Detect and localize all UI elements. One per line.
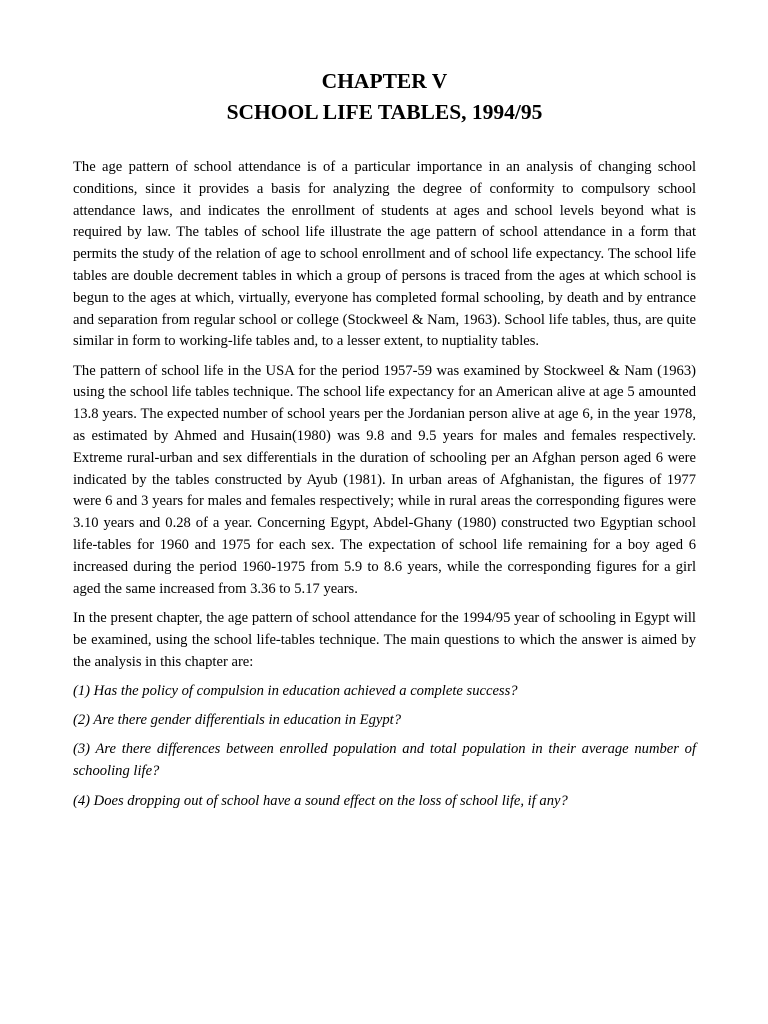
question-2: (2) Are there gender differentials in education in Egypt?: [73, 712, 402, 729]
paragraph-present-chapter: In the present chapter, the age pattern of school attendance for the 1994/95 year of schooling in Egypt will be examined, using the school life-tables technique. The main questions to which the answer is aimed by the analysis in this chapter are:: [73, 609, 696, 670]
chapter-heading: [73, 66, 696, 128]
question-1: (1) Has the policy of compulsion in education achieved a complete success?: [73, 682, 518, 699]
chapter-number: CHAPTER V: [321, 69, 448, 93]
paragraph-literature: The pattern of school life in the USA for the period 1957-59 was examined by Stockweel & Nam (1963) using the school life tables technique. The school life expectancy for an American alive at age 5 amounted 13.8 years. The expected number of school years per the Jordanian person alive at age 6, in the year 1978, as estimated by Ahmed and Husain(1980) was 9.8 and 9.5 years for males and females respectively. Extreme rural-urban and sex differentials in the duration of schooling per an Afghan person aged 6 were indicated by the tables constructed by Ayub (1981). In urban areas of Afghanistan, the figures of 1977 were 6 and 3 years for males and females respectively; while in rural areas the corresponding figures were 3.10 years and 0.28 of a year. Concerning Egypt, Abdel-Ghany (1980) constructed two Egyptian school life-tables for 1960 and 1975 for each sex. The expectation of school life remaining for a boy aged 6 increased during the period 1960-1975 from 5.9 to 8.6 years, while the corresponding figures for a girl aged the same increased from 3.36 to 5.17 years.: [73, 362, 696, 597]
paragraph-intro: The age pattern of school attendance is of a particular importance in an analysis of changing school conditions, since it provides a basis for analyzing the degree of conformity to compulsory school attendance laws, and indicates the enrollment of students at ages and school levels beyond what is required by law. The tables of school life illustrate the age pattern of school attendance in a form that permits the study of the relation of age to school enrollment and of school life expectancy. The school life tables are double decrement tables in which a group of persons is traced from the ages at which school is begun to the ages at which, virtually, everyone has completed formal schooling, by death and by entrance and separation from regular school or college (Stockweel & Nam, 1963). School life tables, thus, are quite similar in form to working-life tables and, to a lesser extent, to nuptiality tables.: [73, 159, 696, 350]
question-3: (3) Are there differences between enrolled population and total population in their average number of schooling life?: [73, 741, 696, 780]
document-page: [73, 66, 696, 820]
chapter-title: SCHOOL LIFE TABLES, 1994/95: [226, 100, 543, 124]
question-4: (4) Does dropping out of school have a sound effect on the loss of school life, if any?: [73, 792, 568, 809]
